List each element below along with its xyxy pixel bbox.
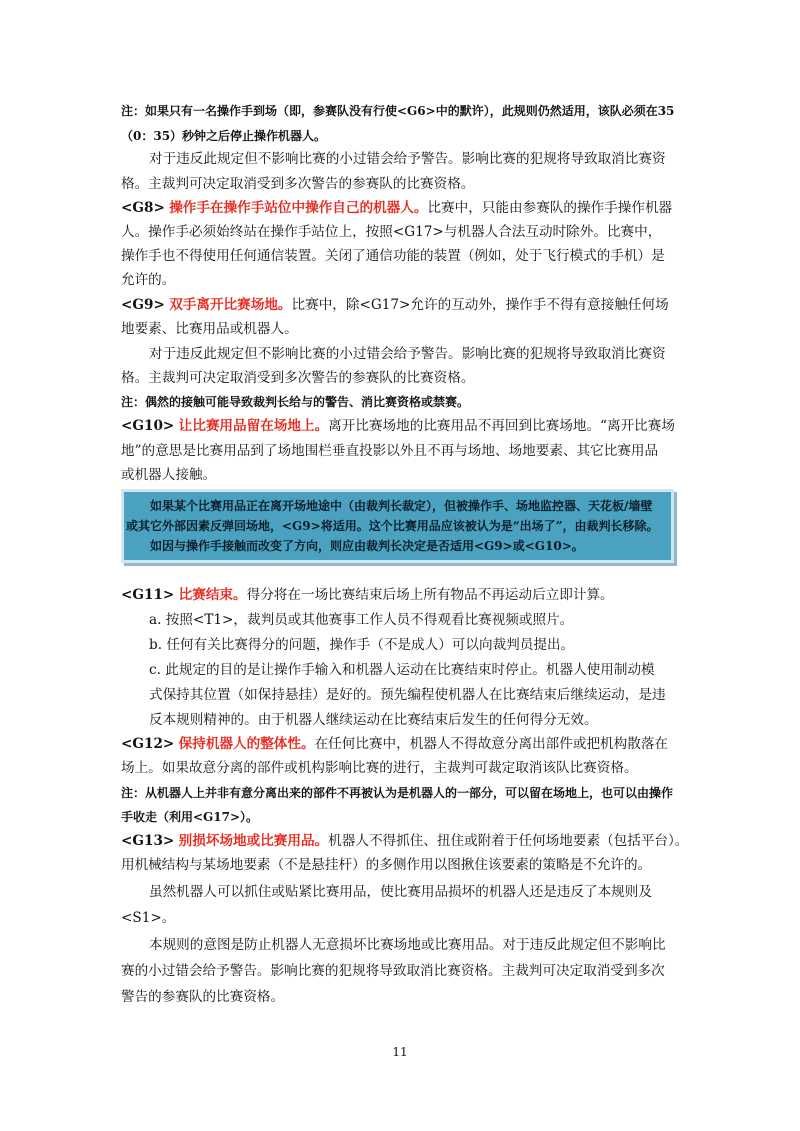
rule-g11-item-b: b. 任何有关比赛得分的问题，操作手（不是成人）可以向裁判员提出。 (149, 637, 575, 653)
rule-g9-note: 注：偶然的接触可能导致裁判长给与的警告、消比赛资格或禁赛。 (121, 395, 470, 409)
rule-g10-tag: <G10> (121, 418, 175, 434)
rule-g9-title: 双手离开比赛场地。 (169, 297, 292, 313)
rule-g12-heading (121, 733, 668, 755)
rule-g8-heading (121, 197, 672, 219)
rule-g13-text: 机器人不得抓住、扭住或附着于任何场地要素（包括平台）。 (328, 833, 689, 849)
rule-g8-line2: 人。操作手必须始终站在操作手站位上，按照<G17>与机器人合法互动时除外。比赛中， (121, 224, 662, 240)
rule-g11-text: 得分将在一场比赛结束后场上所有物品不再运动后立即计算。 (246, 587, 614, 603)
rule-g13-para2-line3: 警告的参赛队的比赛资格。 (121, 989, 285, 1005)
rule-g10-title: 让比赛用品留在场地上。 (178, 418, 329, 434)
note-g6-line1: 注：如果只有一名操作手到场（即，参赛队没有行使<G6>中的默许），此规则仍然适用，该队必须在35 (121, 104, 675, 118)
callout-line2: 或其它外部因素反弹回场地，<G9>将适用。这个比赛用品应该被认为是“出场了”，由裁判长移除。 (126, 519, 659, 533)
warning-paragraph-line1: 对于违反此规定但不影响比赛的小过错会给予警告。影响比赛的犯规将导致取消比赛资 (149, 151, 666, 167)
rule-g8-line4: 允许的。 (121, 272, 176, 288)
rule-g10-line3: 或机器人接触。 (121, 467, 217, 483)
rule-g13-heading (121, 830, 688, 852)
rule-g9-line2: 地要素、比赛用品或机器人。 (121, 321, 298, 337)
rule-g9-tag: <G9> (121, 297, 165, 313)
callout-box (121, 489, 674, 563)
rule-g11-item-c-line2: 式保持其位置（如保持悬挂）是好的。预先编程使机器人在比赛结束后继续运动，是违 (149, 687, 666, 703)
rule-g8-line3: 操作手也不得使用任何通信装置。关闭了通信功能的装置（例如，处于飞行模式的手机）是 (121, 248, 665, 264)
rule-g10-text: 离开比赛场地的比赛用品不再回到比赛场地。“离开比赛场 (328, 418, 675, 434)
callout-line1: 如果某个比赛用品正在离开场地途中（由裁判长裁定），但被操作手、场地监控器、天花板/墙壁 (150, 499, 653, 513)
rule-g8-text: 比赛中，只能由参赛队的操作手操作机器 (427, 200, 673, 216)
rule-g9-text: 比赛中，除<G17>允许的互动外，操作手不得有意接触任何场 (291, 297, 669, 313)
rule-g12-line2: 场上。如果故意分离的部件或机构影响比赛的进行，主裁判可裁定取消该队比赛资格。 (121, 760, 638, 776)
rule-g12-note-line2: 手收走（利用<G17>）。 (121, 810, 259, 824)
rule-g13-line2: 用机械结构与某场地要素（不是悬挂杆）的多侧作用以图揪住该要素的策略是不允许的。 (121, 857, 652, 873)
rule-g13-title: 别损坏场地或比赛用品。 (178, 833, 329, 849)
rule-g13-para2-line1: 本规则的意图是防止机器人无意损坏比赛场地或比赛用品。对于违反此规定但不影响比 (149, 937, 666, 953)
note-g6-line2: （0：35）秒钟之后停止操作机器人。 (121, 129, 327, 143)
rule-g13-para1-line2: <S1>。 (121, 910, 176, 926)
rule-g9-heading (121, 294, 669, 316)
rule-g13-tag: <G13> (121, 833, 175, 849)
warning-paragraph-line2: 格。主裁判可决定取消受到多次警告的参赛队的比赛资格。 (121, 176, 475, 192)
rule-g11-tag: <G11> (121, 587, 175, 603)
rule-g10-line2: 地”的意思是比赛用品到了场地围栏垂直投影以外且不再与场地、场地要素、其它比赛用品 (121, 443, 659, 459)
rule-g11-item-c-line3: 反本规则精神的。由于机器人继续运动在比赛结束后发生的任何得分无效。 (149, 712, 598, 728)
rule-g13-para2-line2: 赛的小过错会给予警告。影响比赛的犯规将导致取消比赛资格。主裁判可决定取消受到多次 (121, 963, 665, 979)
rule-g9-para-line2: 格。主裁判可决定取消受到多次警告的参赛队的比赛资格。 (121, 370, 475, 386)
rule-g11-title: 比赛结束。 (178, 587, 247, 603)
rule-g8-tag: <G8> (121, 200, 165, 216)
rule-g10-heading (121, 415, 675, 437)
rule-g12-note-line1: 注：从机器人上并非有意分离出来的部件不再被认为是机器人的一部分，可以留在场地上，也可以由操作 (121, 786, 674, 800)
rule-g11-item-c-line1: c. 此规定的目的是让操作手输入和机器人运动在比赛结束时停止。机器人使用制动模 (149, 662, 655, 678)
page-number: 11 (392, 1045, 408, 1059)
rule-g9-para-line1: 对于违反此规定但不影响比赛的小过错会给予警告。影响比赛的犯规将导致取消比赛资 (149, 346, 666, 362)
rule-g11-heading (121, 584, 614, 606)
rule-g11-item-a: a. 按照<T1>，裁判员或其他赛事工作人员不得观看比赛视频或照片。 (149, 612, 574, 628)
rule-g12-tag: <G12> (121, 736, 175, 752)
rule-g13-para1-line1: 虽然机器人可以抓住或贴紧比赛用品，使比赛用品损坏的机器人还是违反了本规则及 (149, 884, 652, 900)
rule-g12-text: 在任何比赛中，机器人不得故意分离出部件或把机构散落在 (314, 736, 669, 752)
callout-line3: 如因与操作手接触而改变了方向，则应由裁判长决定是否适用<G9>或<G10>。 (150, 539, 584, 553)
rule-g12-title: 保持机器人的整体性。 (178, 736, 315, 752)
rule-g8-title: 操作手在操作手站位中操作自己的机器人。 (169, 200, 428, 216)
